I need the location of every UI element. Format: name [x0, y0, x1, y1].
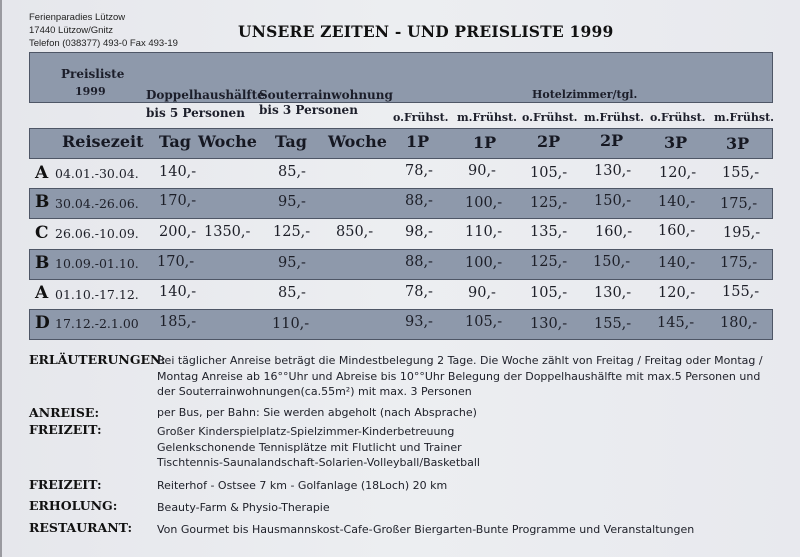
col-sw-woche: Woche	[328, 132, 387, 151]
price-dh-woche: 1350,-	[204, 224, 251, 240]
price-2p-o: 125,-	[530, 195, 568, 211]
address-block	[29, 11, 178, 50]
col-2p-o: 2P	[537, 132, 561, 151]
price-3p-m: 155,-	[722, 165, 760, 181]
price-dh-tag: 140,-	[159, 164, 197, 180]
season-dates: 30.04.-26.06.	[55, 196, 139, 211]
price-dh-tag: 170,-	[159, 193, 197, 209]
price-1p-o: 78,-	[405, 163, 433, 179]
price-sw-tag: 125,-	[273, 224, 311, 240]
price-1p-m: 100,-	[465, 255, 503, 271]
price-1p-o: 78,-	[405, 284, 433, 300]
price-1p-o: 88,-	[405, 193, 433, 209]
label-freizeit-2: FREIZEIT:	[29, 477, 102, 492]
header-band	[29, 52, 773, 103]
price-2p-o: 105,-	[530, 285, 568, 301]
price-sw-woche: 850,-	[336, 224, 374, 240]
header-year: 1999	[75, 85, 106, 98]
header-preisliste: Preisliste	[61, 67, 125, 81]
address-city: 17440 Lützow/Gnitz	[29, 25, 113, 36]
text-anreise: per Bus, per Bahn: Sie werden abgeholt (nach Absprache)	[157, 406, 477, 419]
text-freizeit	[157, 424, 480, 471]
price-sw-tag: 85,-	[278, 164, 306, 180]
season-code: B	[35, 253, 50, 273]
freizeit-line-1: Großer Kinderspielplatz-Spielzimmer-Kinderbetreuung	[157, 425, 455, 438]
price-3p-m: 175,-	[720, 255, 758, 271]
col-dh-tag: Tag	[159, 132, 191, 151]
season-code: A	[35, 283, 49, 303]
freizeit-line-3: Tischtennis-Saunalandschaft-Solarien-Volleyball/Basketball	[157, 456, 480, 469]
price-2p-m: 130,-	[594, 163, 632, 179]
price-1p-m: 110,-	[465, 224, 503, 240]
price-3p-o: 120,-	[659, 165, 697, 181]
season-code: C	[35, 223, 49, 243]
freizeit-line-2: Gelenkschonende Tennisplätze mit Flutlicht und Trainer	[157, 440, 462, 454]
price-2p-o: 135,-	[530, 224, 568, 240]
price-2p-m: 130,-	[594, 285, 632, 301]
label-erholung: ERHOLUNG:	[29, 498, 118, 513]
text-freizeit-2: Reiterhof - Ostsee 7 km - Golfanlage (18Loch) 20 km	[157, 479, 448, 492]
price-2p-m: 155,-	[594, 316, 632, 332]
label-anreise: ANREISE:	[29, 405, 100, 420]
header-souterrain-sub: bis 3 Personen	[259, 103, 358, 117]
text-restaurant: Von Gourmet bis Hausmannskost-Cafe-Großer Biergarten-Bunte Programme und Veranstaltungen	[157, 523, 695, 536]
season-code: B	[35, 192, 50, 212]
price-dh-tag: 185,-	[159, 314, 197, 330]
erlaeuterungen-line-2: Montag Anreise ab 16°°Uhr und Abreise bis 10°°Uhr Belegung der Doppelhaushälfte mit max.5 Personen und	[157, 369, 761, 383]
label-restaurant: RESTAURANT:	[29, 520, 133, 535]
col-1p-o: 1P	[406, 132, 430, 151]
season-dates: 17.12.-2.1.00	[55, 316, 139, 331]
price-3p-o: 140,-	[658, 255, 696, 271]
text-erlaeuterungen	[157, 353, 763, 400]
season-dates: 04.01.-30.04.	[55, 166, 139, 181]
col-sw-tag: Tag	[275, 132, 307, 151]
col-2p-m: 2P	[600, 131, 624, 150]
price-3p-m: 155,-	[722, 284, 760, 300]
season-dates: 01.10.-17.12.	[55, 287, 139, 302]
col-1p-m: 1P	[473, 133, 497, 152]
price-2p-m: 160,-	[595, 224, 633, 240]
price-dh-tag: 170,-	[157, 254, 195, 270]
price-1p-m: 105,-	[465, 314, 503, 330]
header-breakfast-1: m.Frühst.	[457, 111, 517, 124]
price-2p-m: 150,-	[593, 254, 631, 270]
price-1p-o: 93,-	[405, 314, 433, 330]
price-1p-m: 90,-	[468, 285, 496, 301]
address-phone: Telefon (038377) 493-0 Fax 493-19	[29, 38, 178, 49]
price-3p-o: 140,-	[658, 194, 696, 210]
header-breakfast-5: m.Frühst.	[714, 111, 774, 124]
price-2p-o: 105,-	[530, 165, 568, 181]
price-sw-tag: 110,-	[272, 316, 310, 332]
price-3p-m: 175,-	[720, 196, 758, 212]
price-1p-m: 90,-	[468, 163, 496, 179]
header-breakfast-3: m.Frühst.	[584, 111, 644, 124]
text-erholung: Beauty-Farm & Physio-Therapie	[157, 501, 330, 514]
col-dh-woche: Woche	[198, 132, 257, 151]
price-3p-o: 145,-	[657, 315, 695, 331]
price-2p-m: 150,-	[594, 193, 632, 209]
price-3p-m: 180,-	[720, 315, 758, 331]
price-2p-o: 130,-	[530, 316, 568, 332]
price-3p-o: 120,-	[658, 285, 696, 301]
season-code: A	[35, 163, 49, 183]
price-dh-tag: 200,-	[159, 224, 197, 240]
price-3p-m: 195,-	[723, 225, 761, 241]
col-3p-m: 3P	[726, 134, 750, 153]
header-breakfast-2: o.Frühst.	[522, 111, 578, 124]
address-name: Ferienparadies Lützow	[29, 12, 126, 23]
season-dates: 26.06.-10.09.	[55, 226, 139, 241]
season-code: D	[35, 313, 50, 333]
label-erlaeuterungen: ERLÄUTERUNGEN:	[29, 352, 166, 367]
header-breakfast-4: o.Frühst.	[650, 111, 706, 124]
header-hotel: Hotelzimmer/tgl.	[532, 88, 638, 101]
col-3p-o: 3P	[664, 133, 688, 152]
price-1p-m: 100,-	[465, 195, 503, 211]
price-2p-o: 125,-	[530, 254, 568, 270]
price-3p-o: 160,-	[658, 223, 696, 239]
erlaeuterungen-line-3: der Souterrainwohnungen(ca.55m²) mit max. 3 Personen	[157, 385, 472, 398]
erlaeuterungen-line-1: Bei täglicher Anreise beträgt die Mindestbelegung 2 Tage. Die Woche zählt von Freitag / Freitag oder Montag /	[157, 354, 763, 367]
header-breakfast-0: o.Frühst.	[393, 111, 449, 124]
price-1p-o: 98,-	[405, 224, 433, 240]
page-title: UNSERE ZEITEN - UND PREISLISTE 1999	[238, 22, 614, 41]
header-doppelhaus-sub: bis 5 Personen	[146, 106, 245, 120]
price-dh-tag: 140,-	[159, 284, 197, 300]
price-sw-tag: 85,-	[278, 285, 306, 301]
header-souterrain: Souterrainwohnung	[259, 88, 393, 102]
season-dates: 10.09.-01.10.	[55, 256, 139, 271]
price-sw-tag: 95,-	[278, 255, 306, 271]
price-sw-tag: 95,-	[278, 194, 306, 210]
col-reisezeit: Reisezeit	[62, 132, 144, 151]
label-freizeit: FREIZEIT:	[29, 422, 102, 437]
header-doppelhaus: Doppelhaushälfte	[146, 88, 265, 102]
price-1p-o: 88,-	[405, 254, 433, 270]
